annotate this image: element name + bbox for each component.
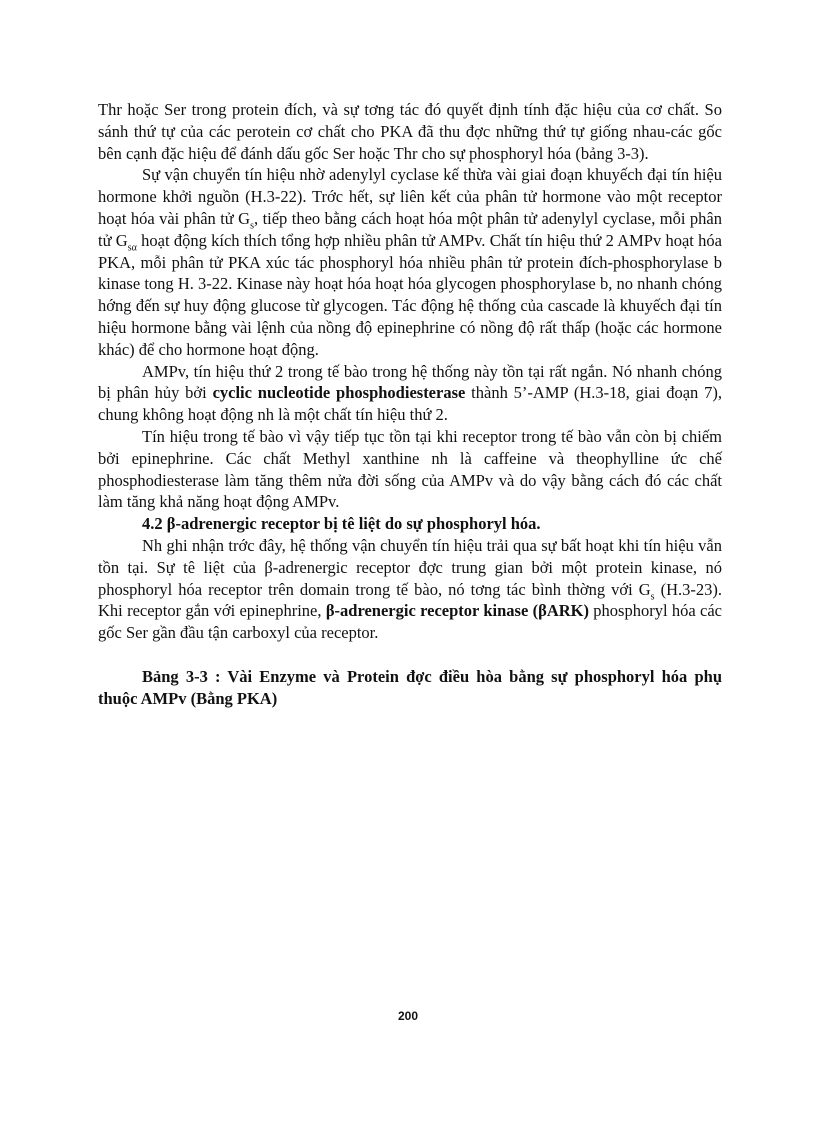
paragraph-3-bold-term: cyclic nucleotide phosphodiesterase (212, 383, 466, 403)
paragraph-2 (98, 164, 722, 360)
paragraph-2-part-c: hoạt động kích thích tổng hợp nhiều phân tử AMPv. Chất tín hiệu thứ 2 AMPv hoạt hóa PKA, mỗi phân tử PKA xúc tác phosphoryl hóa nhiều phân tử protein đích-phosphorylase b kinase tong H. 3-22. Kinase này hoạt hóa hoạt hóa glycogen phosphorylase b, no nhanh chóng hớng đến sự huy động glucose từ glycogen. Tác động hệ thống của cascade là khuyếch đại tín hiệu hormone bằng vài lệnh của nồng độ epinephrine có nồng độ rất thấp (hoặc các hormone khác) để cho hormone hoạt động. (98, 230, 722, 359)
paragraph-5-part-b: (H.3-23). Khi receptor gắn với epinephrine, (98, 579, 722, 621)
paragraph-5-part-c: phosphoryl hóa các gốc Ser gần đầu tận carboxyl của receptor. (98, 601, 723, 643)
paragraph-5-part-a: Nh ghi nhận trớc đây, hệ thống vận chuyển tín hiệu trải qua sự bất hoạt khi tín hiệu vẫn tồn tại. Sự tê liệt của β-adrenergic receptor đợc trung gian bởi một protein kinase, nó phosphoryl hóa receptor trên domain trong tế bào, nó tơng tác bình thờng với G (98, 535, 722, 599)
page-number: 200 (397, 1009, 419, 1023)
paragraph-2-subscript-1: s (250, 220, 254, 232)
page-body (98, 99, 722, 710)
paragraph-1: Thr hoặc Ser trong protein đích, và sự tơng tác đó quyết định tính đặc hiệu của cơ chất. So sánh thứ tự của các perotein cơ chất cho PKA đã thu đợc những thứ tự giống nhau-các gốc bên cạnh đặc hiệu để đánh dấu gốc Ser hoặc Thr cho sự phosphoryl hóa (bảng 3-3). (98, 100, 722, 163)
paragraph-5-subscript: s (650, 590, 655, 602)
paragraph-2-part-b: , tiếp theo bằng cách hoạt hóa một phân tử adenylyl cyclase, mỗi phân tử G (98, 208, 722, 250)
table-title: Bảng 3-3 : Vài Enzyme và Protein đợc điều hòa bằng sự phosphoryl hóa phụ thuộc AMPv (Bằng PKA) (98, 666, 722, 708)
section-heading: 4.2 β-adrenergic receptor bị tê liệt do sự phosphoryl hóa. (142, 514, 541, 534)
paragraph-3-part-b: thành 5’-AMP (H.3-18, giai đoạn 7), chung không hoạt động nh là một chất tín hiệu thứ 2. (98, 383, 722, 425)
paragraph-2-part-a: Sự vận chuyển tín hiệu nhờ adenylyl cyclase kế thừa vài giai đoạn khuyếch đại tín hiệu hormone khởi nguồn (H.3-22). Trớc hết, sự liên kết của phân tử hormone vào một receptor hoạt hóa vài phân tử G (98, 165, 722, 228)
paragraph-4: Tín hiệu trong tế bào vì vậy tiếp tục tồn tại khi receptor trong tế bào vẫn còn bị chiếm bởi epinephrine. Các chất Methyl xanthine nh là caffeine và theophylline ức chế phosphodiesterase làm tăng thêm nửa đời sống của AMPv và do vậy bằng cách đó các chất làm tăng khả năng hoạt động AMPv. (98, 426, 722, 512)
paragraph-5 (98, 535, 722, 644)
paragraph-3-part-a: AMPv, tín hiệu thứ 2 trong tế bào trong hệ thống này tồn tại rất ngắn. Nó nhanh chóng bị phân hủy bởi (98, 361, 722, 403)
paragraph-3 (98, 361, 722, 426)
paragraph-5-bold-term: β-adrenergic receptor kinase (βARK) (325, 601, 589, 621)
paragraph-2-subscript-2: sα (127, 242, 137, 254)
